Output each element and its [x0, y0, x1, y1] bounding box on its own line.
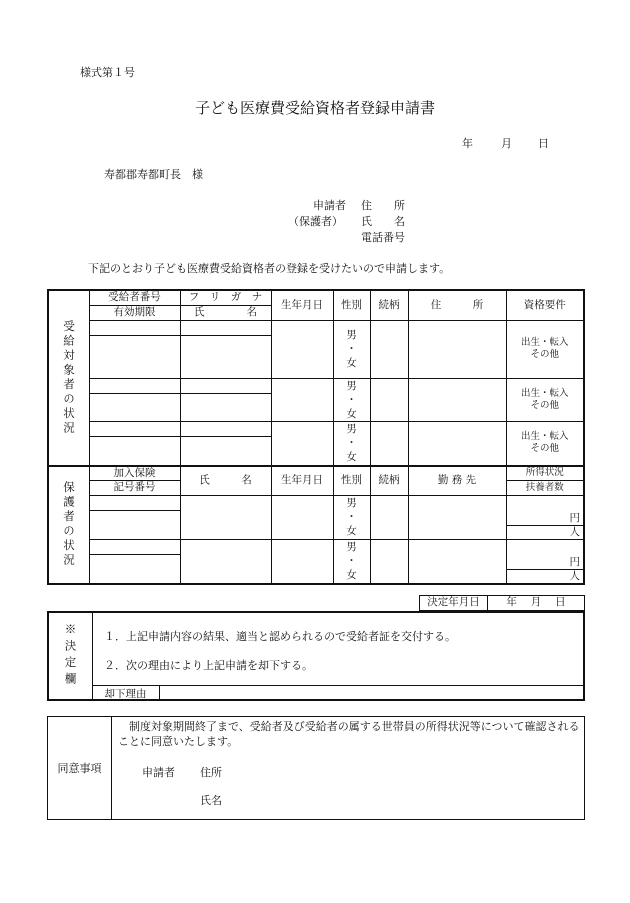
applicant-phone-label: 電話番号	[361, 231, 405, 244]
relation-field[interactable]	[370, 422, 408, 466]
validity-field[interactable]	[89, 335, 180, 378]
consent-text: 制度対象期間終了まで、受給者及び受給者の属する世帯員の所得状況等について確認されることに同意いたします。	[118, 720, 580, 749]
header-birth: 生年月日	[271, 290, 333, 320]
header-sex: 性別	[333, 290, 370, 320]
header-guardian-sex: 性別	[333, 466, 370, 496]
guardian-label: （保護者）	[288, 215, 343, 228]
main-table	[47, 289, 585, 585]
dependents-field[interactable]: 人	[506, 569, 584, 584]
eligibility-choice[interactable]: 出生・転入 その他	[506, 320, 584, 378]
guardian-name-field[interactable]	[180, 495, 271, 539]
income-field[interactable]: 円	[506, 539, 584, 569]
name-field[interactable]	[180, 393, 271, 422]
decision-date-label: 決定年月日	[420, 596, 488, 611]
header-eligibility: 資格要件	[506, 290, 584, 320]
header-address: 住 所	[408, 290, 506, 320]
validity-field[interactable]	[89, 393, 180, 422]
recipient-no-field[interactable]	[89, 320, 180, 335]
recipient-section-label: 受給対象者の状況	[48, 290, 89, 466]
consent-name-field[interactable]	[236, 789, 566, 807]
consent-section	[47, 716, 585, 820]
furigana-field[interactable]	[180, 422, 271, 437]
address-field[interactable]	[408, 422, 506, 466]
header-guardian-relation: 続柄	[370, 466, 408, 496]
sex-choice[interactable]: 男 ・ 女	[333, 422, 370, 466]
consent-name-label: 氏名	[200, 794, 222, 807]
addressee: 寿都郡寿都町長 様	[104, 168, 203, 181]
decision-date-box	[419, 595, 585, 611]
guardian-name-field[interactable]	[180, 539, 271, 584]
birth-field[interactable]	[271, 320, 333, 378]
furigana-field[interactable]	[180, 378, 271, 393]
intro-text: 下記のとおり子ども医療費受給資格者の登録を受けたいので申請します。	[88, 262, 451, 275]
insurance-field[interactable]	[89, 539, 180, 554]
header-name: 氏 名	[180, 305, 271, 320]
name-field[interactable]	[180, 335, 271, 378]
address-field[interactable]	[408, 320, 506, 378]
page-title: 子ども医療費受給資格者登録申請書	[194, 99, 435, 117]
applicant-address-label: 住 所	[361, 199, 405, 212]
date-year: 年	[462, 137, 473, 150]
validity-field[interactable]	[89, 437, 180, 466]
birth-field[interactable]	[271, 378, 333, 422]
symbol-no-field[interactable]	[89, 510, 180, 539]
guardian-sex-choice[interactable]: 男 ・ 女	[333, 539, 370, 584]
header-validity: 有効期限	[89, 305, 180, 320]
relation-field[interactable]	[370, 378, 408, 422]
header-relation: 続柄	[370, 290, 408, 320]
date-month: 月	[501, 137, 512, 150]
header-workplace: 勤 務 先	[408, 466, 506, 496]
guardian-section-label: 保護者の状況	[48, 466, 89, 584]
birth-field[interactable]	[271, 422, 333, 466]
insurance-field[interactable]	[89, 495, 180, 510]
decision-side-label: ※決定欄	[49, 613, 93, 699]
furigana-field[interactable]	[180, 320, 271, 335]
dependents-field[interactable]: 人	[506, 525, 584, 539]
decision-item-approve: １．上記申請内容の結果、適当と認められるので受給者証を交付する。	[104, 630, 456, 643]
guardian-relation-field[interactable]	[370, 495, 408, 539]
eligibility-choice[interactable]: 出生・転入 その他	[506, 422, 584, 466]
header-guardian-name: 氏 名	[180, 466, 271, 496]
consent-address-label: 住所	[200, 766, 222, 779]
date-day: 日	[538, 137, 549, 150]
sex-choice[interactable]: 男 ・ 女	[333, 378, 370, 422]
consent-label: 同意事項	[48, 717, 112, 819]
decision-date-field[interactable]: 年 月 日	[488, 596, 585, 611]
reject-reason-label: 却下理由	[92, 686, 160, 700]
recipient-no-field[interactable]	[89, 422, 180, 437]
header-recipient-no: 受給者番号	[89, 290, 180, 305]
symbol-no-field[interactable]	[89, 554, 180, 584]
form-number: 様式第１号	[80, 66, 135, 79]
eligibility-choice[interactable]: 出生・転入 その他	[506, 378, 584, 422]
guardian-birth-field[interactable]	[271, 495, 333, 539]
header-guardian-birth: 生年月日	[271, 466, 333, 496]
header-income: 所得状況	[506, 466, 584, 481]
income-field[interactable]: 円	[506, 495, 584, 525]
guardian-relation-field[interactable]	[370, 539, 408, 584]
reject-reason-row	[92, 685, 583, 700]
consent-address-field[interactable]	[236, 761, 566, 779]
header-dependents: 扶養者数	[506, 480, 584, 495]
reject-reason-field[interactable]	[160, 686, 583, 700]
name-field[interactable]	[180, 437, 271, 466]
decision-section	[47, 611, 585, 701]
header-furigana: フ リ ガ ナ	[180, 290, 271, 305]
recipient-no-field[interactable]	[89, 378, 180, 393]
header-insurance: 加入保険	[89, 466, 180, 481]
workplace-field[interactable]	[408, 495, 506, 539]
applicant-label: 申請者	[313, 199, 346, 212]
guardian-birth-field[interactable]	[271, 539, 333, 584]
workplace-field[interactable]	[408, 539, 506, 584]
guardian-sex-choice[interactable]: 男 ・ 女	[333, 495, 370, 539]
relation-field[interactable]	[370, 320, 408, 378]
header-symbol-no: 記号番号	[89, 480, 180, 495]
decision-item-reject: ２．次の理由により上記申請を却下する。	[104, 659, 313, 672]
applicant-name-label: 氏 名	[361, 215, 405, 228]
consent-applicant-label: 申請者	[142, 766, 175, 779]
address-field[interactable]	[408, 378, 506, 422]
sex-choice[interactable]: 男 ・ 女	[333, 320, 370, 378]
